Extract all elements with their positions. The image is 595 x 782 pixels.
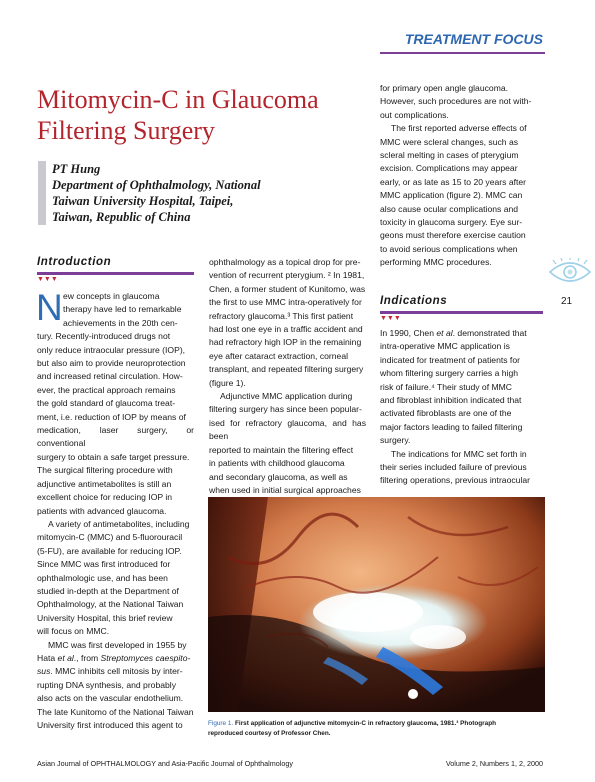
text-line: excision. Complications may appear (380, 163, 518, 174)
figure-photograph (208, 497, 545, 712)
text-line: surgery. (380, 435, 411, 446)
text-line: surgery to obtain a safe target pressure. (37, 451, 190, 462)
text-line: had refractory high IOP in the remaining (209, 337, 362, 348)
text-line: for primary open angle glaucoma. (380, 83, 509, 93)
text-line: achievements in the 20th cen- (63, 317, 178, 328)
text-line: and fibroblast inhibition indicated that (380, 395, 522, 406)
indications-rule (380, 311, 543, 314)
text-line: geons must therefore exercise caution (380, 230, 526, 241)
text-line (37, 665, 194, 678)
author-name: PT Hung (52, 162, 101, 176)
text-line: the first to use MMC intra-operatively for (209, 297, 362, 308)
dropcap: N (36, 287, 63, 328)
text-line: MMC application (figure 2). MMC can (380, 190, 523, 201)
caption-line: reproduced courtesy of Professor Chen. (208, 729, 331, 737)
text-line: The surgical filtering procedure with (37, 465, 173, 476)
text-line: will focus on MMC. (37, 626, 110, 637)
caption-line (208, 719, 545, 729)
text-line: eye after cataract extraction, corneal (209, 350, 349, 361)
article-title (37, 84, 367, 146)
text-span: . MMC inhibits cell mitosis by inter- (50, 666, 183, 677)
text-line: performing MMC procedures. (380, 257, 492, 268)
text-line: also acts on the vascular endothelium. (37, 693, 184, 704)
header-rule (380, 52, 545, 54)
col3-text-indications (380, 327, 541, 488)
text-line: (5-FU), are available for reducing IOP. (37, 545, 182, 556)
text-line: studied in-depth at the Department of (37, 585, 179, 596)
caption-text: First application of adjunctive mitomycin-C in refractory glaucoma, 1981.³ Photograph (235, 720, 497, 727)
text-line: ment, i.e. reduction of IOP by means of (37, 411, 186, 422)
col1-p1 (36, 287, 194, 732)
text-line: adjunctive antimetabolites is still an (37, 478, 172, 489)
section-triangles: ▼▼▼ (37, 276, 58, 283)
footer-volume: Volume 2, Numbers 1, 2, 2000 (445, 759, 543, 768)
text-line: However, such procedures are not with- (380, 96, 532, 107)
title-line-1: Mitomycin-C in Glaucoma (37, 85, 319, 114)
text-line: had lost one eye in a traffic accident and (209, 324, 363, 335)
author-bar (38, 161, 46, 225)
text-line: MMC were scleral changes, such as (380, 136, 519, 147)
text-line: early, or as late as 15 to 20 years after (380, 176, 527, 187)
etal-italic: et al (436, 328, 453, 338)
text-line: excellent choice for reducing IOP in (37, 492, 173, 503)
text-line: but also aim to provide neuroprotection (37, 358, 186, 369)
text-line: to avoid serious complications when (380, 243, 518, 254)
author-block (52, 161, 372, 225)
text-line: A variety of antimetabolites, including (48, 518, 190, 529)
text-line: and secondary glaucoma, as well as (209, 471, 348, 482)
species-italic: Streptomyces caespito- (100, 652, 191, 663)
text-span: . demonstrated that (452, 328, 527, 338)
eye-icon (548, 258, 592, 286)
text-line: tury. Recently-introduced drugs not (37, 331, 171, 342)
caption-label: Figure 1. (208, 720, 234, 727)
text-line: only reduce intraocular pressure (IOP), (37, 344, 186, 355)
text-line: Since MMC was first introduced for (37, 559, 171, 570)
text-line: transplant, and repeated filtering surgery (209, 364, 364, 375)
text-line: toxicity in glaucoma surgery. Eye sur- (380, 217, 523, 228)
text-line: patients with advanced glaucoma. (37, 505, 167, 516)
text-line: ised for refractory glaucoma, and has been (209, 417, 366, 442)
text-line: (figure 1). (209, 377, 246, 388)
text-line: therapy have led to remarkable (63, 304, 182, 315)
text-line: medication, laser surgery, or conventional (37, 425, 194, 449)
text-line: their series included failure of previous (380, 462, 527, 473)
text-line: scleral melting in cases of pterygium (380, 150, 519, 161)
text-line: risk of failure.⁴ Their study of MMC (380, 381, 512, 392)
text-line: filtering operations, previous intraocular (380, 475, 530, 486)
text-line: Chen, a former student of Kunitomo, was (209, 283, 366, 294)
text-line: MMC was first developed in 1955 by (48, 639, 187, 650)
affiliation-line: Taiwan University Hospital, Taipei, (52, 194, 234, 208)
text-line: Adjunctive MMC application during (220, 391, 353, 402)
text-line: ophthalmologic use, and has been (37, 572, 168, 583)
col2-text (209, 256, 366, 497)
text-line: Ophthalmology, at the National Taiwan (37, 599, 184, 610)
text-line: intra-operative MMC application is (380, 341, 510, 352)
text-line: major factors leading to failed filtering (380, 421, 523, 432)
page-number: 21 (561, 296, 573, 307)
text-line: indicated for treatment of patients for (380, 354, 520, 365)
text-line: whom filtering surgery carries a high (380, 368, 519, 379)
text-line: activated fibroblasts are one of the (380, 408, 512, 419)
affiliation-line: Taiwan, Republic of China (52, 210, 191, 224)
affiliation-line: Department of Ophthalmology, National (52, 178, 261, 192)
section-label: TREATMENT FOCUS (404, 31, 543, 47)
text-line: in patients with childhood glaucoma (209, 458, 345, 469)
indications-heading: Indications (380, 295, 448, 307)
text-line: ever, the practical approach remains (37, 384, 176, 395)
text-line: reported to maintain the filtering effect (209, 444, 354, 455)
etal-italic: et al (57, 652, 74, 663)
text-line: ophthalmology as a topical drop for pre- (209, 257, 361, 267)
text-line: The late Kunitomo of the National Taiwan (37, 706, 194, 717)
text-line: University Hospital, this brief review (37, 612, 173, 623)
figure-caption (208, 719, 545, 738)
section-triangles: ▼▼▼ (380, 315, 401, 322)
text-line (37, 652, 194, 665)
text-line: The first reported adverse effects of (391, 123, 527, 134)
text-line: vention of recurrent pterygium. ² In 1981, (209, 270, 365, 281)
text-span: Hata (37, 652, 58, 663)
text-line: ew concepts in glaucoma (63, 291, 160, 301)
text-line (380, 327, 541, 340)
text-line: refractory glaucoma.³ This first patient (209, 310, 354, 321)
col3-text-top (380, 82, 541, 270)
text-line: the gold standard of glaucoma treat- (37, 398, 176, 409)
text-span: In 1990, Chen (380, 328, 437, 338)
text-line: mitomycin-C (MMC) and 5-fluorouracil (37, 532, 183, 543)
text-line: also cause ocular complications and (380, 203, 519, 214)
text-line: out complications. (380, 109, 449, 120)
text-span: ., from (73, 652, 101, 663)
text-line: University first introduced this agent to (37, 720, 183, 730)
title-line-2: Filtering Surgery (37, 116, 215, 145)
introduction-rule (37, 272, 194, 275)
text-line: and increased retinal circulation. How- (37, 371, 183, 382)
species-italic: sus (37, 666, 51, 677)
introduction-heading: Introduction (37, 256, 112, 268)
text-line: when used in initial surgical approaches (209, 484, 361, 495)
text-line: The indications for MMC set forth in (391, 448, 527, 459)
text-line: rupting DNA synthesis, and probably (37, 679, 177, 690)
text-line: filtering surgery has since been popular- (209, 404, 362, 415)
footer-journal: Asian Journal of OPHTHALMOLOGY and Asia-Pacific Journal of Ophthalmology (37, 759, 293, 768)
